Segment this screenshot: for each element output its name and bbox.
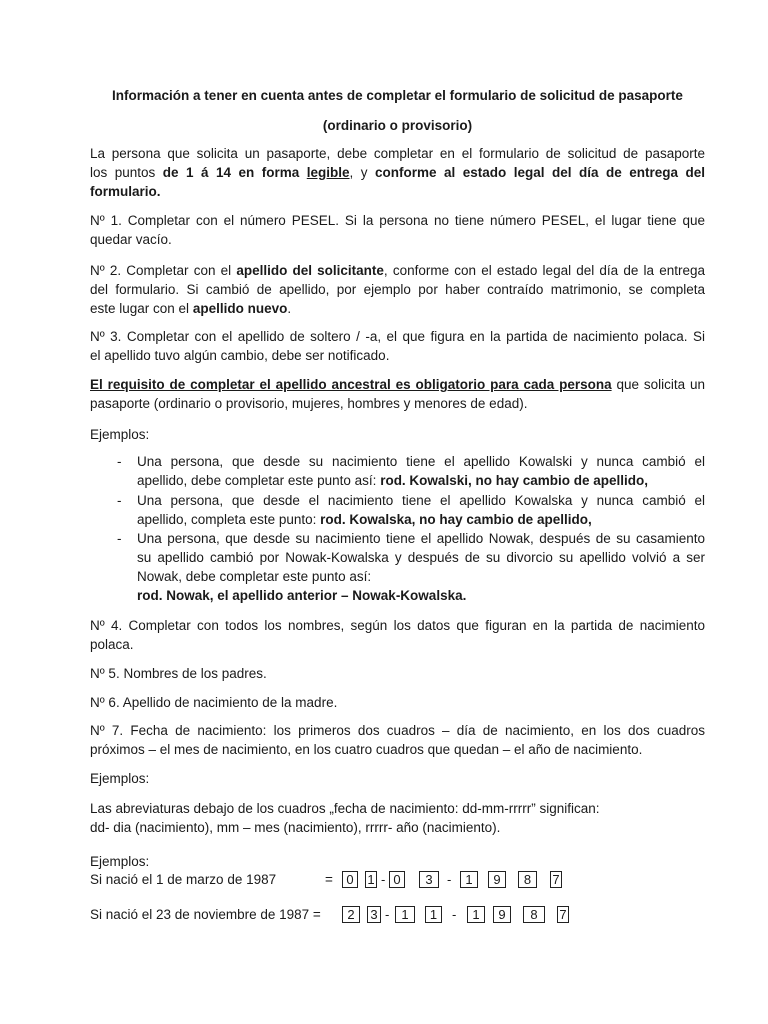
digit-box: 3 bbox=[419, 871, 439, 888]
date-example-1 bbox=[90, 870, 705, 890]
date-separator: - bbox=[447, 872, 452, 887]
digit-box: 1 bbox=[365, 871, 377, 888]
abbreviations-line-2: dd- dia (nacimiento), mm – mes (nacimiento), rrrrr- año (nacimiento). bbox=[90, 820, 501, 835]
digit-box: 9 bbox=[493, 906, 511, 923]
document-title bbox=[90, 86, 705, 105]
point-7-paragraph bbox=[90, 721, 705, 759]
date-separator: - bbox=[381, 872, 386, 887]
examples-label-2: Ejemplos: bbox=[90, 771, 150, 786]
requirement-paragraph bbox=[90, 375, 705, 413]
title-line-1: Información a tener en cuenta antes de completar el formulario de solicitud de pasaporte bbox=[112, 88, 683, 103]
point-2-line-1: Nº 2. Completar con el apellido del solicitante, conforme con el estado legal del día de la entrega bbox=[90, 263, 705, 278]
point-1-line-1: Nº 1. Completar con el número PESEL. Si la persona no tiene número PESEL, el lugar tiene que bbox=[90, 213, 705, 228]
point-2-line-2: del formulario. Si cambió de apellido, por ejemplo por haber contraído matrimonio, se completa bbox=[90, 282, 705, 297]
point-5-paragraph: Nº 5. Nombres de los padres. bbox=[90, 666, 267, 681]
title-line-2: (ordinario o provisorio) bbox=[322, 118, 473, 133]
digit-box: 1 bbox=[395, 906, 415, 923]
examples-label-1: Ejemplos: bbox=[90, 427, 150, 442]
intro-line-2: los puntos de 1 á 14 en forma legible, y conforme al estado legal del día de entrega del bbox=[90, 165, 705, 180]
point-2-line-3: este lugar con el apellido nuevo. bbox=[90, 301, 292, 316]
point-7-line-2: próximos – el mes de nacimiento, en los cuatro cuadros que quedan – el año de nacimiento. bbox=[90, 742, 643, 757]
abbreviations-paragraph bbox=[90, 799, 705, 837]
point-3-paragraph bbox=[90, 327, 705, 365]
digit-box: 1 bbox=[460, 871, 478, 888]
point-4-line-1: Nº 4. Completar con todos los nombres, según los datos que figuran en la partida de nacimiento bbox=[90, 618, 705, 633]
date-example-2 bbox=[90, 905, 705, 925]
date-separator: - bbox=[452, 907, 457, 922]
equals-sign: = bbox=[325, 872, 333, 887]
digit-box: 3 bbox=[367, 906, 381, 923]
abbreviations-line-1: Las abreviaturas debajo de los cuadros „fecha de nacimiento: dd-mm-rrrrr” significan: bbox=[90, 801, 600, 816]
point-3-line-2: el apellido tuvo algún cambio, debe ser notificado. bbox=[90, 348, 390, 363]
point-1-paragraph bbox=[90, 211, 705, 249]
point-7-line-1: Nº 7. Fecha de nacimiento: los primeros dos cuadros – día de nacimiento, en los dos cuadros bbox=[90, 723, 705, 738]
digit-box: 0 bbox=[342, 871, 358, 888]
digit-box: 1 bbox=[467, 906, 485, 923]
point-3-line-1: Nº 3. Completar con el apellido de soltero / -a, el que figura en la partida de nacimiento polaca. Si bbox=[90, 329, 705, 344]
bullet-dash: - bbox=[117, 531, 122, 546]
examples-label-3: Ejemplos: bbox=[90, 854, 150, 869]
digit-box: 1 bbox=[425, 906, 442, 923]
intro-line-1: La persona que solicita un pasaporte, debe completar en el formulario de solicitud de pasaporte bbox=[90, 146, 705, 161]
point-2-paragraph bbox=[90, 261, 705, 318]
document-subtitle bbox=[90, 116, 705, 135]
point-4-line-2: polaca. bbox=[90, 637, 134, 652]
digit-box: 9 bbox=[488, 871, 506, 888]
intro-paragraph bbox=[90, 144, 705, 201]
requirement-line-1: El requisito de completar el apellido ancestral es obligatorio para cada persona que solicita un bbox=[90, 377, 705, 392]
date-example-2-label: Si nació el 23 de noviembre de 1987 = bbox=[90, 907, 321, 922]
digit-box: 8 bbox=[518, 871, 537, 888]
date-example-1-label: Si nació el 1 de marzo de 1987 bbox=[90, 872, 277, 887]
digit-box: 0 bbox=[389, 871, 405, 888]
point-4-paragraph bbox=[90, 616, 705, 654]
digit-box: 8 bbox=[523, 906, 545, 923]
digit-box: 2 bbox=[342, 906, 360, 923]
point-1-line-2: quedar vacío. bbox=[90, 232, 172, 247]
digit-box: 7 bbox=[550, 871, 562, 888]
point-6-paragraph: Nº 6. Apellido de nacimiento de la madre. bbox=[90, 695, 338, 710]
bullet-dash: - bbox=[117, 493, 122, 508]
digit-box: 7 bbox=[557, 906, 569, 923]
bullet-dash: - bbox=[117, 454, 122, 469]
intro-line-3: formulario. bbox=[90, 184, 161, 199]
date-separator: - bbox=[385, 907, 390, 922]
requirement-line-2: pasaporte (ordinario o provisorio, mujeres, hombres y menores de edad). bbox=[90, 396, 528, 411]
